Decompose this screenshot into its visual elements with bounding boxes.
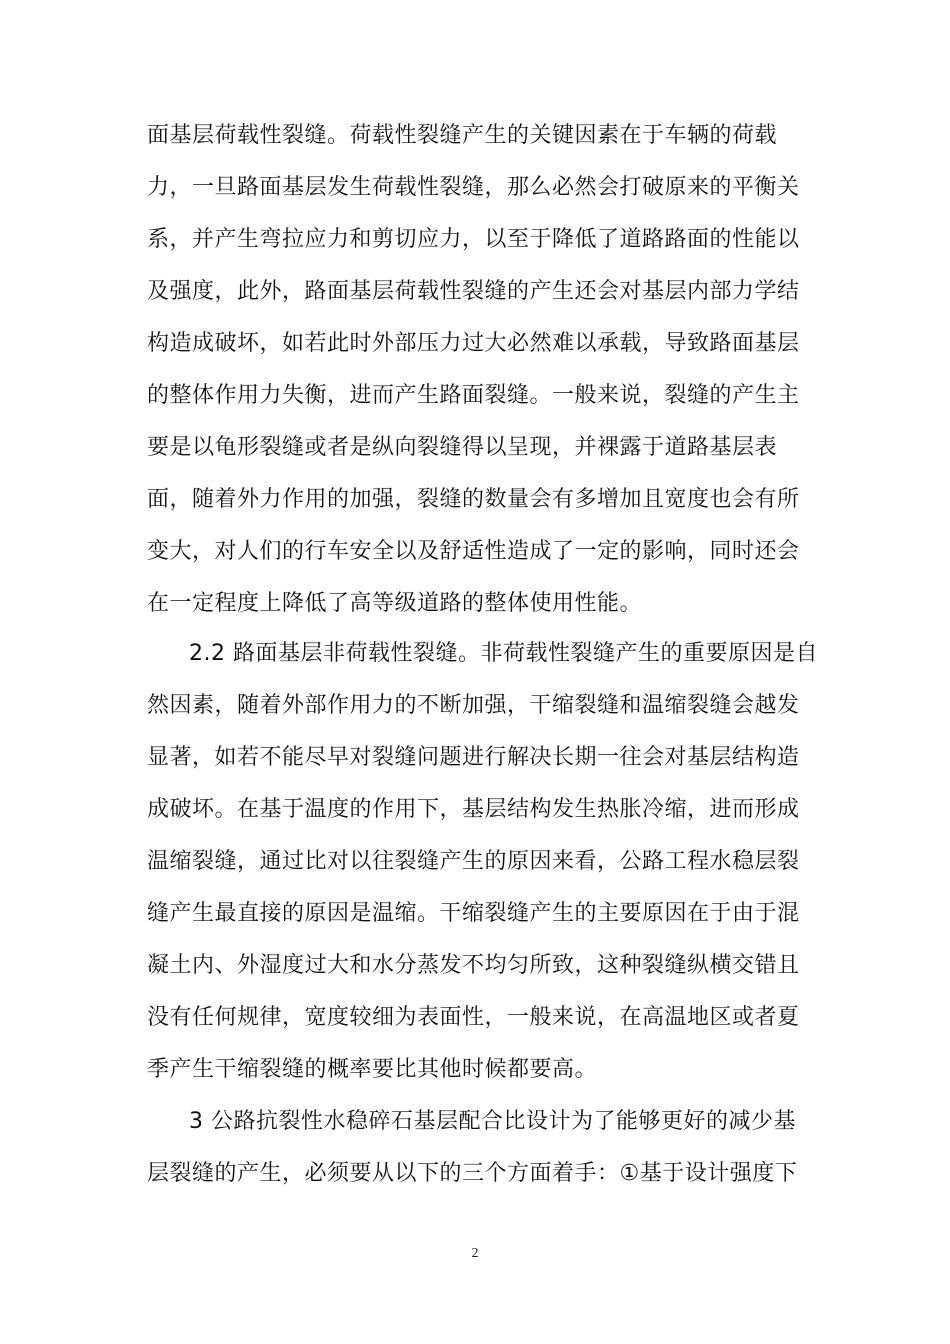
- text-line: 温缩裂缝，通过比对以往裂缝产生的原因来看，公路工程水稳层裂: [147, 849, 800, 874]
- text-line: 成破坏。在基于温度的作用下，基层结构发生热胀冷缩，进而形成: [147, 797, 800, 822]
- text-line: 层裂缝的产生，必须要从以下的三个方面着手：①基于设计强度下: [147, 1161, 798, 1186]
- section-heading-line: 3 公路抗裂性水稳碎石基层配合比设计为了能够更好的减少基: [189, 1109, 796, 1134]
- page-number: 2: [471, 1246, 479, 1261]
- text-line: 面基层荷载性裂缝。荷载性裂缝产生的关键因素在于车辆的荷载: [147, 123, 778, 148]
- text-line: 构造成破坏，如若此时外部压力过大必然难以承载，导致路面基层: [147, 331, 800, 356]
- text-line: 系，并产生弯拉应力和剪切应力，以至于降低了道路路面的性能以: [147, 227, 800, 252]
- text-line: 季产生干缩裂缝的概率要比其他时候都要高。: [147, 1057, 598, 1082]
- text-line: 缝产生最直接的原因是温缩。干缩裂缝产生的主要原因在于由于混: [147, 901, 800, 926]
- text-line: 面，随着外力作用的加强，裂缝的数量会有多增加且宽度也会有所: [147, 487, 800, 512]
- section-heading-line: 2.2 路面基层非荷载性裂缝。非荷载性裂缝产生的重要原因是自: [189, 641, 818, 666]
- text-line: 变大，对人们的行车安全以及舒适性造成了一定的影响，同时还会: [147, 539, 800, 564]
- text-line: 没有任何规律，宽度较细为表面性，一般来说，在高温地区或者夏: [147, 1005, 800, 1030]
- text-line: 的整体作用力失衡，进而产生路面裂缝。一般来说，裂缝的产生主: [147, 383, 800, 408]
- text-line: 显著，如若不能尽早对裂缝问题进行解决长期一往会对基层结构造: [147, 745, 800, 770]
- text-line: 在一定程度上降低了高等级道路的整体使用性能。: [147, 591, 643, 616]
- text-line: 力，一旦路面基层发生荷载性裂缝，那么必然会打破原来的平衡关: [147, 175, 800, 200]
- text-line: 要是以龟形裂缝或者是纵向裂缝得以呈现，并裸露于道路基层表: [147, 435, 778, 460]
- text-line: 及强度，此外，路面基层荷载性裂缝的产生还会对基层内部力学结: [147, 279, 800, 304]
- text-line: 然因素，随着外部作用力的不断加强，干缩裂缝和温缩裂缝会越发: [147, 693, 800, 718]
- text-line: 凝土内、外湿度过大和水分蒸发不均匀所致，这种裂缝纵横交错且: [147, 953, 800, 978]
